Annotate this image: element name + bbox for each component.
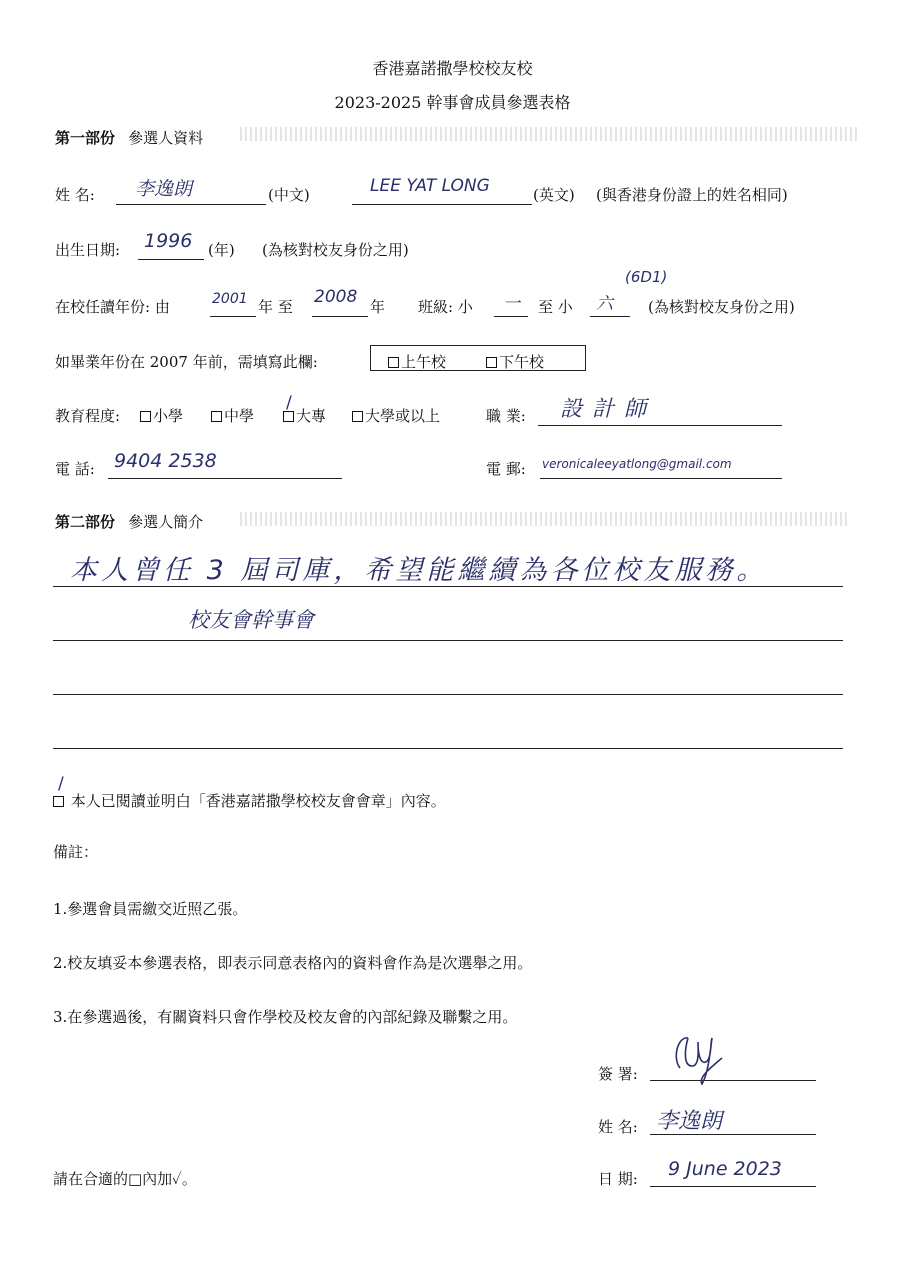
intro-line-3	[53, 694, 843, 695]
form-title: 2023-2025 幹事會成員參選表格	[334, 93, 571, 112]
class-to-line	[590, 316, 630, 317]
signature-image[interactable]	[670, 1028, 750, 1088]
am-school-label: 上午校	[401, 353, 447, 371]
years-label: 在校任讀年份: 由	[55, 298, 170, 316]
birth-unit: (年)	[208, 241, 235, 259]
name-note: (與香港身份證上的姓名相同)	[596, 186, 788, 204]
edu-secondary-option[interactable]	[211, 405, 254, 426]
birth-label: 出生日期:	[55, 241, 121, 259]
year-to-line	[312, 316, 368, 317]
edu-label: 教育程度:	[55, 407, 121, 425]
checkmark-icon: /	[58, 774, 64, 794]
intro-line-2	[53, 640, 843, 641]
email-value[interactable]: veronicaleeyatlong@gmail.com	[542, 457, 732, 471]
year-to-value[interactable]: 2008	[314, 287, 358, 307]
part2-number: 第二部份	[55, 513, 116, 531]
phone-label: 電 話:	[55, 460, 95, 478]
edu-university-label: 大學或以上	[365, 407, 441, 425]
note-item: 1.參選會員需繳交近照乙張。	[53, 900, 248, 918]
year-unit-2: 年	[370, 298, 386, 316]
birth-line	[138, 259, 204, 260]
class-to-value[interactable]: 六	[596, 294, 613, 314]
job-value[interactable]: 設計師	[560, 397, 657, 422]
checkbox-icon[interactable]	[140, 411, 151, 422]
job-label: 職 業:	[486, 407, 526, 425]
date-line	[650, 1186, 816, 1187]
declaration-text: 本人已閱讀並明白「香港嘉諾撒學校校友會會章」內容。	[70, 792, 446, 810]
intro-line-4	[53, 748, 843, 749]
phone-line	[108, 478, 342, 479]
grad-label: 如畢業年份在 2007 年前，需填寫此欄:	[55, 353, 318, 371]
sign-name-value[interactable]: 李逸朗	[656, 1109, 723, 1134]
note-item: 3.在參選過後，有關資料只會作學校及校友會的內部紀錄及聯繫之用。	[53, 1008, 518, 1026]
checkbox-icon[interactable]	[211, 411, 222, 422]
birth-note: (為核對校友身份之用)	[262, 241, 409, 259]
name-zh-line	[116, 204, 266, 205]
part2-heading	[55, 511, 203, 532]
school-title: 香港嘉諾撒學校校友校	[372, 59, 533, 78]
checkbox-icon[interactable]	[486, 357, 497, 368]
intro-insert[interactable]: 校友會幹事會	[188, 608, 314, 632]
edu-primary-option[interactable]	[140, 405, 183, 426]
year-from-value[interactable]: 2001	[212, 291, 248, 307]
edu-primary-label: 小學	[153, 407, 184, 425]
email-line	[540, 478, 782, 479]
email-label: 電 郵:	[486, 460, 526, 478]
class-from-line	[494, 316, 528, 317]
en-tag: (英文)	[533, 186, 575, 204]
date-label: 日 期:	[598, 1170, 638, 1188]
phone-value[interactable]: 9404 2538	[114, 450, 217, 472]
name-label: 姓 名:	[55, 186, 95, 204]
class-from-value[interactable]: 一	[503, 294, 520, 314]
scan-noise	[240, 512, 850, 526]
class-extra-value[interactable]: (6D1)	[625, 268, 668, 286]
checkmark-icon: /	[286, 393, 292, 413]
checkbox-icon[interactable]	[388, 357, 399, 368]
class-label: 班級: 小	[418, 298, 473, 316]
name-en-value[interactable]: LEE YAT LONG	[370, 176, 490, 196]
part2-title: 參選人簡介	[128, 513, 204, 531]
birth-value[interactable]: 1996	[144, 230, 193, 252]
am-school-option[interactable]	[388, 351, 446, 372]
name-en-line	[352, 204, 532, 205]
edu-university-option[interactable]	[352, 405, 440, 426]
checkbox-icon[interactable]	[352, 411, 363, 422]
intro-line1[interactable]: 本人曾任 3 屆司庫，希望能繼續為各位校友服務。	[70, 555, 768, 586]
footer-note: 請在合適的□內加✓。	[53, 1170, 197, 1188]
pm-school-option[interactable]	[486, 351, 544, 372]
notes-title: 備註：	[53, 843, 99, 861]
signature-label: 簽 署:	[598, 1065, 638, 1083]
scan-noise	[240, 127, 860, 141]
date-value[interactable]: 9 June 2023	[668, 1158, 782, 1180]
year-from-line	[210, 316, 256, 317]
name-zh-value[interactable]: 李逸朗	[135, 178, 193, 200]
part1-heading	[55, 127, 203, 148]
zh-tag: (中文)	[268, 186, 310, 204]
job-line	[538, 425, 782, 426]
checkbox-icon[interactable]	[53, 796, 64, 807]
declaration-row[interactable]	[53, 790, 446, 811]
year-unit-1: 年 至	[258, 298, 293, 316]
edu-college-label: 大專	[296, 407, 327, 425]
note-item: 2.校友填妥本參選表格，即表示同意表格內的資料會作為是次選舉之用。	[53, 954, 533, 972]
edu-secondary-label: 中學	[224, 407, 255, 425]
pm-school-label: 下午校	[499, 353, 545, 371]
intro-line-1	[53, 586, 843, 587]
class-note: (為核對校友身份之用)	[648, 298, 795, 316]
sign-name-label: 姓 名:	[598, 1118, 638, 1136]
part1-number: 第一部份	[55, 129, 116, 147]
part1-title: 參選人資料	[128, 129, 204, 147]
class-mid: 至 小	[538, 298, 573, 316]
